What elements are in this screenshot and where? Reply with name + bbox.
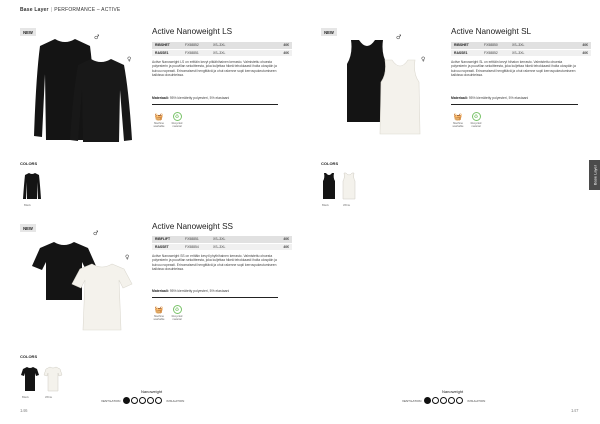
variant-ref: FX58850: [481, 42, 509, 49]
variants-table: [451, 42, 591, 57]
variant-ref: FX58852: [182, 42, 210, 49]
female-icon: ♀: [421, 56, 426, 63]
table-row: [152, 42, 292, 49]
material-value: 95% kierrätetty polyesteri, 5% elastaani: [169, 96, 230, 100]
product-title: Active Nanoweight LS: [152, 27, 233, 36]
new-badge: NEW: [20, 224, 36, 232]
variant-ref: FX58854: [182, 243, 210, 250]
colors-label: COLORS: [321, 161, 339, 166]
care-icons: [451, 112, 483, 128]
scale-right-label: INSULATION: [467, 398, 486, 403]
variant-price: 40€: [270, 42, 292, 49]
care-icons: [152, 305, 184, 321]
scale-dot: [424, 397, 431, 404]
table-row: [152, 243, 292, 250]
color-swatch-white[interactable]: [43, 366, 63, 392]
page-number-right: 147: [571, 408, 579, 413]
product-material: [152, 96, 278, 105]
care-label: Machine washable: [452, 122, 464, 128]
washing-icon: 🧺: [154, 306, 164, 314]
material-label: Materiaali:: [152, 96, 169, 100]
table-row: [152, 236, 292, 243]
care-label: Recycled material: [470, 122, 482, 128]
variants-table: [152, 236, 292, 251]
scale-right-label: INSULATION: [166, 398, 185, 403]
washing-icon: 🧺: [154, 113, 164, 121]
care-item: [469, 112, 483, 128]
variant-ref: FX58852: [481, 49, 509, 56]
variant-code: RASSE1: [152, 49, 182, 56]
scale-title: Nanoweight: [442, 389, 464, 394]
product-material: [152, 289, 278, 298]
variant-size: XS–3XL: [210, 243, 270, 250]
female-icon: ♀: [127, 56, 132, 63]
swatch-label: Black: [24, 203, 31, 207]
variant-ref: FX58851: [182, 236, 210, 243]
swatch-label: Black: [322, 203, 329, 207]
swatch-label: Black: [22, 395, 29, 399]
variant-ref: FX58851: [182, 49, 210, 56]
product-description: Active Nanoweight LS on erittäin kevyt pitkähihainen kerrasto. Valmistettu ohuesta polyesterin ja puuvillan sekoitteesta, joka kuljettaa hikeä tehokkaasti iholta ulospäin ja kuivuu nopeasti. Erinomaisesti hengittävä ja ohut rakenne sopii kerrospukeutumiseen kaikissa olosuhteissa.: [152, 60, 277, 77]
color-swatch-black[interactable]: [20, 366, 40, 392]
scale-dot: [456, 397, 463, 404]
recycle-icon: ♻: [173, 112, 182, 121]
variant-price: 40€: [569, 49, 591, 56]
variant-size: XS–3XL: [509, 42, 569, 49]
product-title: Active Nanoweight SL: [451, 27, 532, 36]
variant-code: RIBFLIFT: [152, 236, 182, 243]
care-label: Machine washable: [153, 122, 165, 128]
care-label: Machine washable: [153, 315, 165, 321]
weight-scale: [399, 397, 488, 404]
spine-label: Base Layer: [592, 164, 597, 186]
material-label: Materiaali:: [451, 96, 468, 100]
variants-table: [152, 42, 292, 57]
male-icon: ♂: [93, 230, 99, 237]
washing-icon: 🧺: [453, 113, 463, 121]
scale-title: Nanoweight: [141, 389, 163, 394]
scale-dot: [139, 397, 146, 404]
variant-code: RASSE1: [451, 49, 481, 56]
recycle-icon: ♻: [472, 112, 481, 121]
table-row: [152, 49, 292, 56]
color-swatch-black[interactable]: [22, 172, 42, 200]
care-item: [170, 112, 184, 128]
new-badge: NEW: [20, 28, 36, 36]
page-number-left: 146: [20, 408, 28, 413]
variant-code: RIBSHET: [152, 42, 182, 49]
variant-size: XS–3XL: [509, 49, 569, 56]
product-image-ls-female: [66, 56, 136, 144]
care-item: [152, 112, 166, 128]
variant-price: 40€: [270, 236, 292, 243]
header-section: Base Layer: [20, 7, 49, 13]
colors-label: COLORS: [20, 354, 38, 359]
weight-scale: [98, 397, 187, 404]
product-material: [451, 96, 578, 105]
swatch-label: White: [45, 395, 53, 399]
scale-dot: [147, 397, 154, 404]
product-image-sl-female: [377, 56, 426, 136]
page-header: Base Layer | PERFORMANCE – ACTIVE: [20, 7, 121, 13]
care-label: Recycled material: [171, 315, 183, 321]
material-value: 95% kierrätetty polyesteri, 5% elastaani: [169, 289, 230, 293]
variant-price: 40€: [270, 49, 292, 56]
care-icons: [152, 112, 184, 128]
male-icon: ♂: [94, 34, 100, 41]
table-row: [451, 42, 591, 49]
scale-dot: [432, 397, 439, 404]
care-label: Recycled material: [171, 122, 183, 128]
variant-size: XS–3XL: [210, 49, 270, 56]
colors-label: COLORS: [20, 161, 38, 166]
scale-dot: [448, 397, 455, 404]
variant-price: 40€: [569, 42, 591, 49]
scale-left-label: VENTILATION: [101, 398, 121, 403]
new-badge: NEW: [321, 28, 337, 36]
variant-price: 40€: [270, 243, 292, 250]
scale-dot: [155, 397, 162, 404]
male-icon: ♂: [396, 34, 402, 41]
table-row: [451, 49, 591, 56]
color-swatch-white[interactable]: [342, 172, 356, 200]
care-item: [152, 305, 166, 321]
product-description: Active Nanoweight SS on erittäin kevyt lyhythihainen kerrasto. Valmistettu ohuesta polyesterin ja puuvillan sekoitteesta, joka kuljettaa hikeä tehokkaasti iholta ulospäin ja kuivuu nopeasti. Erinomaisesti hengittävä ja ohut rakenne sopii kerrospukeutumiseen kaikissa olosuhteissa.: [152, 254, 277, 271]
recycle-icon: ♻: [173, 305, 182, 314]
scale-dot: [131, 397, 138, 404]
variant-size: XS–3XL: [210, 236, 270, 243]
material-label: Materiaali:: [152, 289, 169, 293]
care-item: [451, 112, 465, 128]
swatch-label: White: [343, 203, 351, 207]
female-icon: ♀: [125, 254, 130, 261]
product-image-ss-female: [70, 262, 134, 332]
care-item: [170, 305, 184, 321]
scale-left-label: VENTILATION: [402, 398, 422, 403]
color-swatch-black[interactable]: [322, 172, 336, 200]
variant-code: RASSET: [152, 243, 182, 250]
variant-size: XS–3XL: [210, 42, 270, 49]
product-description: Active Nanoweight SL on erittäin kevyt hihaton kerrasto. Valmistettu ohuesta polyesterin ja puuvillan sekoitteesta, joka kuljettaa hikeä tehokkaasti iholta ulospäin ja kuivuu nopeasti. Erinomaisesti hengittävä ja ohut rakenne sopii kerrospukeutumiseen kaikissa olosuhteissa.: [451, 60, 576, 77]
section-spine: [589, 160, 600, 190]
scale-dot: [123, 397, 130, 404]
variant-code: RIBSHET: [451, 42, 481, 49]
material-value: 95% kierrätetty polyesteri, 5% elastaani: [468, 96, 529, 100]
scale-dot: [440, 397, 447, 404]
product-title: Active Nanoweight SS: [152, 222, 234, 231]
header-subtitle: PERFORMANCE – ACTIVE: [54, 7, 121, 13]
